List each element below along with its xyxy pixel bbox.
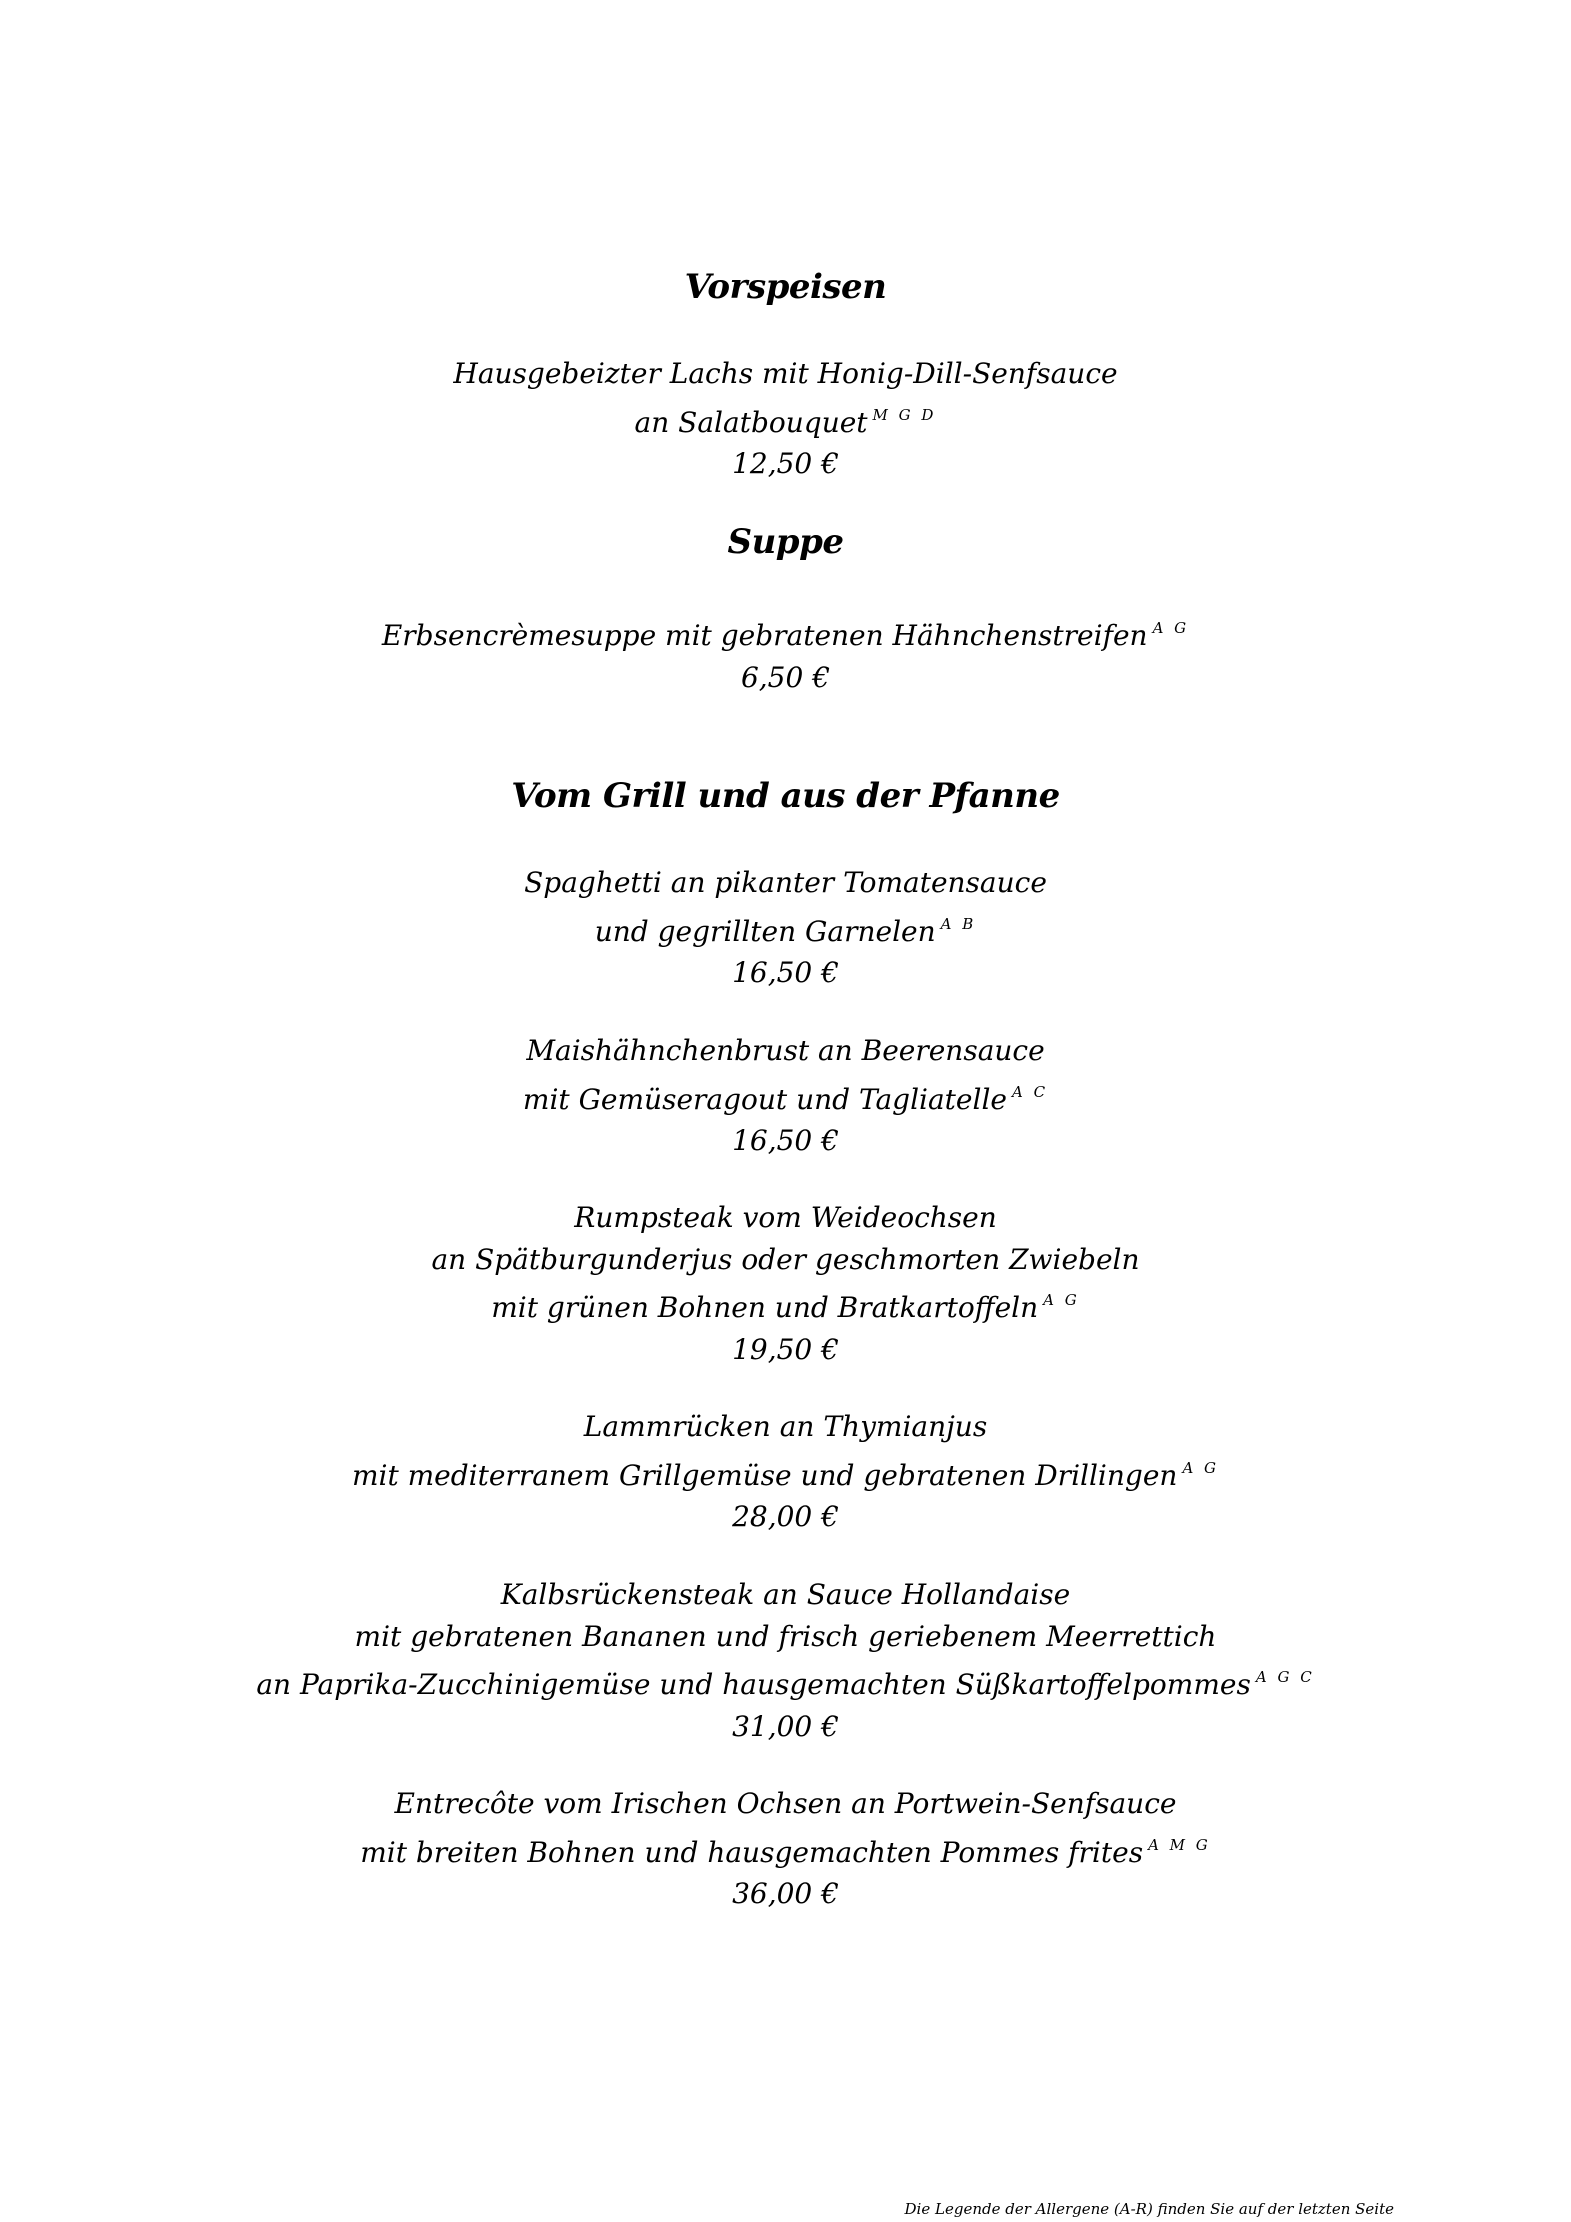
- dish-line: [0, 608, 1571, 657]
- dish-price: 16,50 €: [732, 956, 839, 989]
- dish-line-text: und gegrillten Garnelen: [594, 914, 936, 948]
- dish-line: Hausgebeizter Lachs mit Honig-Dill-Senfsauce: [453, 357, 1118, 390]
- allergen-codes: A G: [1043, 1291, 1080, 1309]
- dish-line: Entrecôte vom Irischen Ochsen an Portwein-Senfsauce: [394, 1787, 1177, 1820]
- dish-line: an Spätburgunderjus oder geschmorten Zwiebeln: [431, 1242, 1140, 1276]
- dish-line: [0, 395, 1571, 444]
- allergen-codes: A G: [1152, 619, 1190, 637]
- dish-line: Kalbsrückensteak an Sauce Hollandaise: [500, 1578, 1071, 1611]
- dish-price: 19,50 €: [732, 1332, 839, 1366]
- section-heading-vorspeisen: Vorspeisen: [684, 267, 887, 307]
- dish-line: [0, 1657, 1571, 1706]
- dish-line-text: mit mediterranem Grillgemüse und gebratenen Drillingen: [351, 1458, 1178, 1492]
- dish-line-text: Erbsencrèmesuppe mit gebratenen Hähnchenstreifen: [381, 619, 1148, 652]
- dish-price: 12,50 €: [732, 447, 839, 480]
- dish-item: [0, 1783, 1571, 1915]
- dish-price: 36,00 €: [732, 1877, 839, 1910]
- allergen-legend-note: Die Legende der Allergene (A-R) finden Sie auf der letzten Seite: [904, 2200, 1394, 2218]
- dish-line-text: an Salatbouquet: [634, 405, 868, 439]
- allergen-codes: A B: [940, 914, 977, 933]
- dish-item: [0, 862, 1571, 994]
- dish-line-text: mit Gemüseragout und Tagliatelle: [522, 1082, 1007, 1116]
- dish-price: 28,00 €: [732, 1500, 839, 1533]
- section-heading-grill: Vom Grill und aus der Pfanne: [511, 776, 1060, 816]
- dish-price: 16,50 €: [732, 1124, 839, 1157]
- allergen-codes: M G D: [872, 405, 937, 424]
- dish-line: Rumpsteak vom Weideochsen: [574, 1201, 997, 1234]
- dish-line-text: mit breiten Bohnen und hausgemachten Pommes frites: [360, 1835, 1144, 1869]
- dish-price: 6,50 €: [740, 660, 831, 694]
- dish-line: [0, 1825, 1571, 1874]
- dish-line: Lammrücken an Thymianjus: [583, 1410, 988, 1443]
- dish-item: [0, 353, 1571, 485]
- dish-line: [0, 1072, 1571, 1121]
- dish-line-text: an Paprika-Zucchinigemüse und hausgemachten Süßkartoffelpommes: [256, 1668, 1251, 1701]
- dish-item: [0, 1406, 1571, 1538]
- dish-item: [0, 1574, 1571, 1747]
- dish-line: [0, 904, 1571, 953]
- dish-line: Spaghetti an pikanter Tomatensauce: [524, 866, 1047, 899]
- dish-item: [0, 1030, 1571, 1162]
- allergen-codes: A C: [1012, 1082, 1049, 1101]
- dish-line: Maishähnchenbrust an Beerensauce: [526, 1034, 1045, 1067]
- dish-line: [0, 1280, 1571, 1329]
- dish-price: 31,00 €: [732, 1709, 839, 1743]
- dish-line: mit gebratenen Bananen und frisch geriebenem Meerrettich: [354, 1619, 1217, 1653]
- section-heading-suppe: Suppe: [727, 522, 844, 562]
- dish-item: [0, 608, 1571, 698]
- dish-item: [0, 1197, 1571, 1370]
- dish-line: [0, 1448, 1571, 1497]
- allergen-codes: A G: [1182, 1458, 1220, 1477]
- allergen-codes: A M G: [1148, 1835, 1211, 1854]
- allergen-codes: A G C: [1255, 1668, 1315, 1686]
- dish-line-text: mit grünen Bohnen und Bratkartoffeln: [491, 1291, 1039, 1324]
